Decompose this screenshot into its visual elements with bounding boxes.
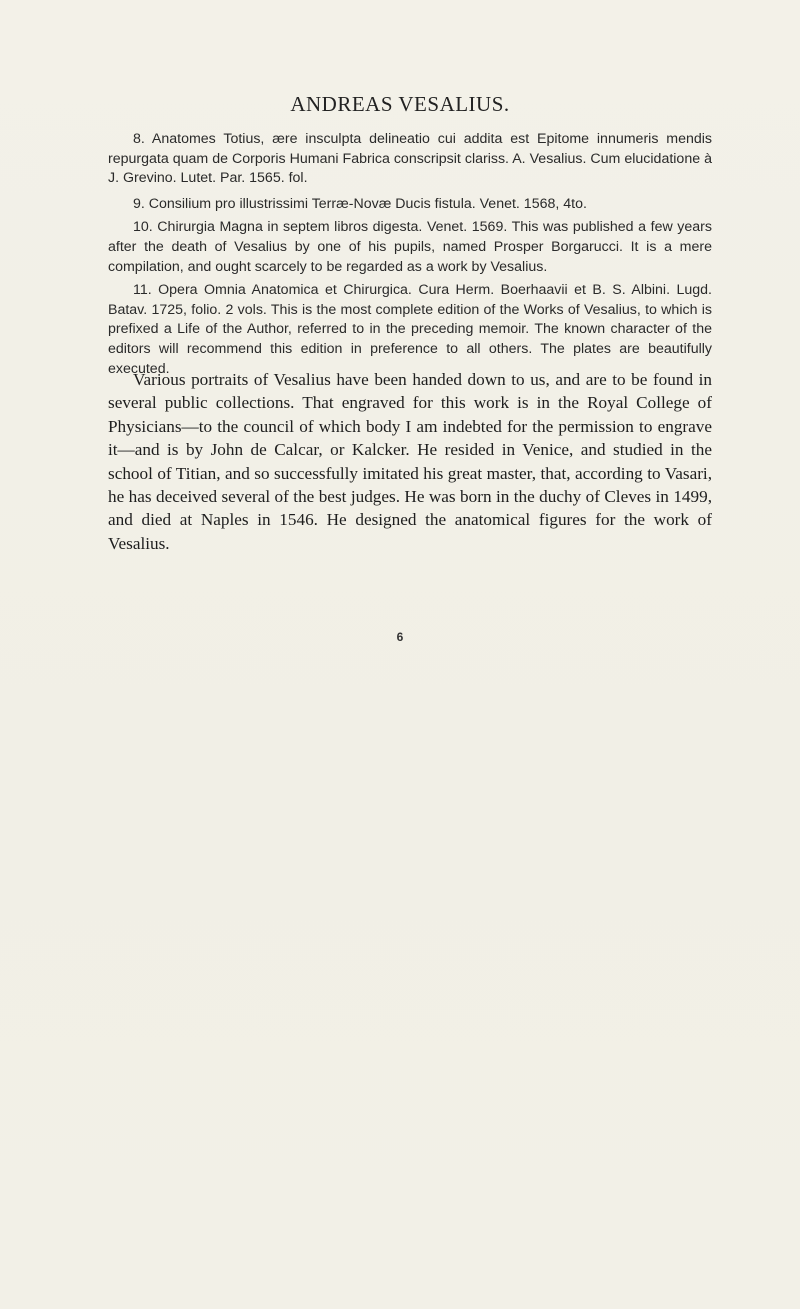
bibliography-entry-10: 10. Chirurgia Magna in septem libros digesta. Venet. 1569. This was published a few years after the death of Vesalius by one of his pupils, named Prosper Borgarucci. It is a mere compilation, and ought scarcely to be regarded as a work by Vesalius.	[108, 219, 712, 275]
bibliography-entry-8: 8. Anatomes Totius, ære insculpta delineatio cui addita est Epitome innumeris mendis repurgata quam de Corporis Humani Fabrica conscripsit clariss. A. Vesalius. Cum elucidatione à J. Grevino. Lutet. Par. 1565. fol.	[108, 131, 712, 187]
page-number: 6	[396, 630, 404, 644]
bibliography-entry-9: 9. Consilium pro illustrissimi Terræ-Novæ Ducis fistula. Venet. 1568, 4to.	[133, 195, 587, 212]
portrait-paragraph: Various portraits of Vesalius have been handed down to us, and are to be found in several public collections. That engraved for this work is in the Royal College of Physicians—to the council of which body I am indebted for the permission to engrave it—and is by John de Calcar, or Kalcker. He resided in Venice, and studied in the school of Titian, and so successfully imitated his great master, that, according to Vasari, he has deceived several of the best judges. He was born in the duchy of Cleves in 1499, and died at Naples in 1546. He designed the anatomical figures for the work of Vesalius.	[108, 370, 712, 553]
bibliography-list	[108, 130, 712, 385]
bibliography-entry-11: 11. Opera Omnia Anatomica et Chirurgica. Cura Herm. Boerhaavii et B. S. Albini. Lugd. Batav. 1725, folio. 2 vols. This is the most complete edition of the Works of Vesalius, to which is prefixed a Life of the Author, referred to in the preceding memoir. The known character of the editors will recommend this edition in preference to all others. The plates are beautifully executed.	[108, 282, 712, 377]
running-head: ANDREAS VESALIUS.	[290, 92, 510, 116]
body-text	[108, 368, 712, 555]
